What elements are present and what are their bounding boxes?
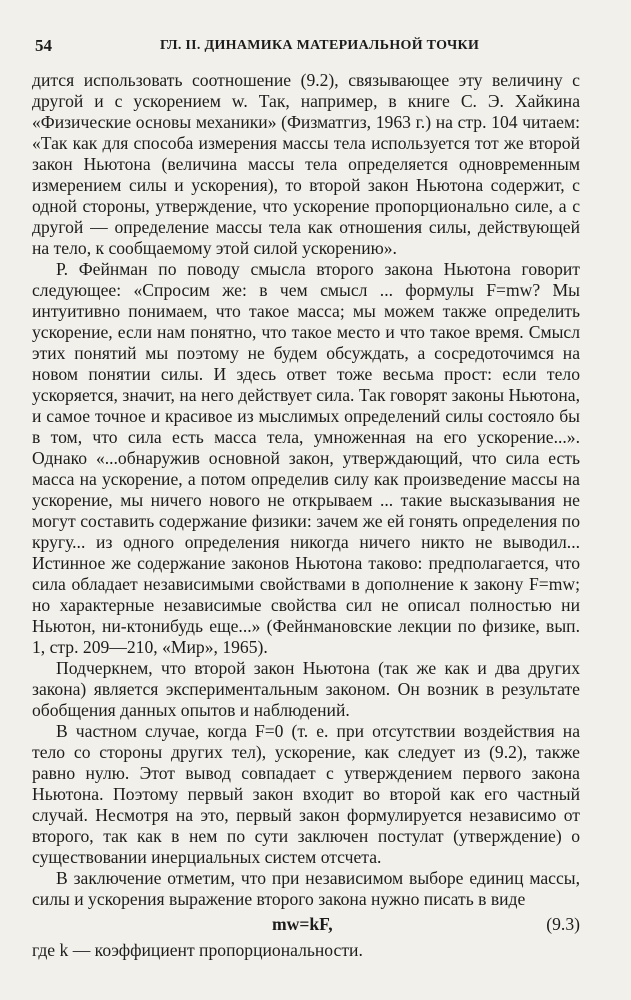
paragraph-3: Подчеркнем, что второй закон Ньютона (так же как и два других закона) является экспериментальным законом. Он возник в результате обобщения данных опытов и наблюдений. — [32, 658, 580, 720]
running-head: ГЛ. II. ДИНАМИКА МАТЕРИАЛЬНОЙ ТОЧКИ — [160, 38, 480, 53]
equation-9-3 — [32, 912, 580, 940]
paragraph-2: Р. Фейнман по поводу смысла второго закона Ньютона говорит следующее: «Спросим же: в чем смысл ... формулы F=mw? Мы интуитивно понимаем, что такое масса; мы можем также определить ускорение, если нам понятно, что такое место и что такое время. Смысл этих понятий мы поэтому не будем обсуждать, а сосредоточимся на новом понятии силы. И здесь ответ тоже весьма прост: если тело ускоряется, значит, на него действует сила. Так говорят законы Ньютона, и самое точное и красивое из мыслимых определений силы состояло бы в том, что сила есть масса тела, умноженная на его ускорение...». Однако «...обнаружив основной закон, утверждающий, что сила есть масса на ускорение, а потом определив силу как произведение массы на ускорение, мы ничего нового не открываем ... такие высказывания не могут составить содержание физики: зачем же ей гонять определения по кругу... из одного определения никогда ничего никто не выводил... Истинное же содержание законов Ньютона таково: предполагается, что сила обладает независимыми свойствами в дополнение к закону F=mw; но характерные независимые свойства сил не описал полностью ни Ньютон, ни-ктонибудь еще...» (Фейнмановские лекции по физике, вып. 1, стр. 209—210, «Мир», 1965). — [32, 259, 580, 657]
closing-line: где k — коэффициент пропорциональности. — [32, 940, 363, 960]
equation-number: (9.3) — [546, 914, 580, 934]
page-number: 54 — [35, 36, 52, 55]
page-header — [0, 36, 631, 58]
paragraph-4: В частном случае, когда F=0 (т. е. при отсутствии воздействия на тело со стороны других тел), ускорение, как следует из (9.2), также равно нулю. Этот вывод совпадает с утверждением первого закона Ньютона. Поэтому первый закон входит во второй как его частный случай. Несмотря на это, первый закон формулируется независимо от второго, так как в нем по сути заключен постулат (утверждение) о существовании инерциальных систем отсчета. — [32, 721, 580, 867]
paragraph-5: В заключение отметим, что при независимом выборе единиц массы, силы и ускорения выражение второго закона нужно писать в виде — [32, 868, 580, 909]
equation-formula: mw=kF, — [272, 914, 333, 934]
body-text — [32, 70, 580, 961]
paragraph-1: дится использовать соотношение (9.2), связывающее эту величину с другой и с ускорением w. Так, например, в книге С. Э. Хайкина «Физические основы механики» (Физматгиз, 1963 г.) на стр. 104 читаем: «Так как для способа измерения массы тела используется тот же второй закон Ньютона (величина массы тела определяется одновременным измерением силы и ускорения), то второй закон Ньютона содержит, с одной стороны, утверждение, что ускорение пропорционально силе, а с другой — определение массы тела как отношения силы, действующей на тело, к сообщаемому этой силой ускорению». — [32, 70, 580, 258]
